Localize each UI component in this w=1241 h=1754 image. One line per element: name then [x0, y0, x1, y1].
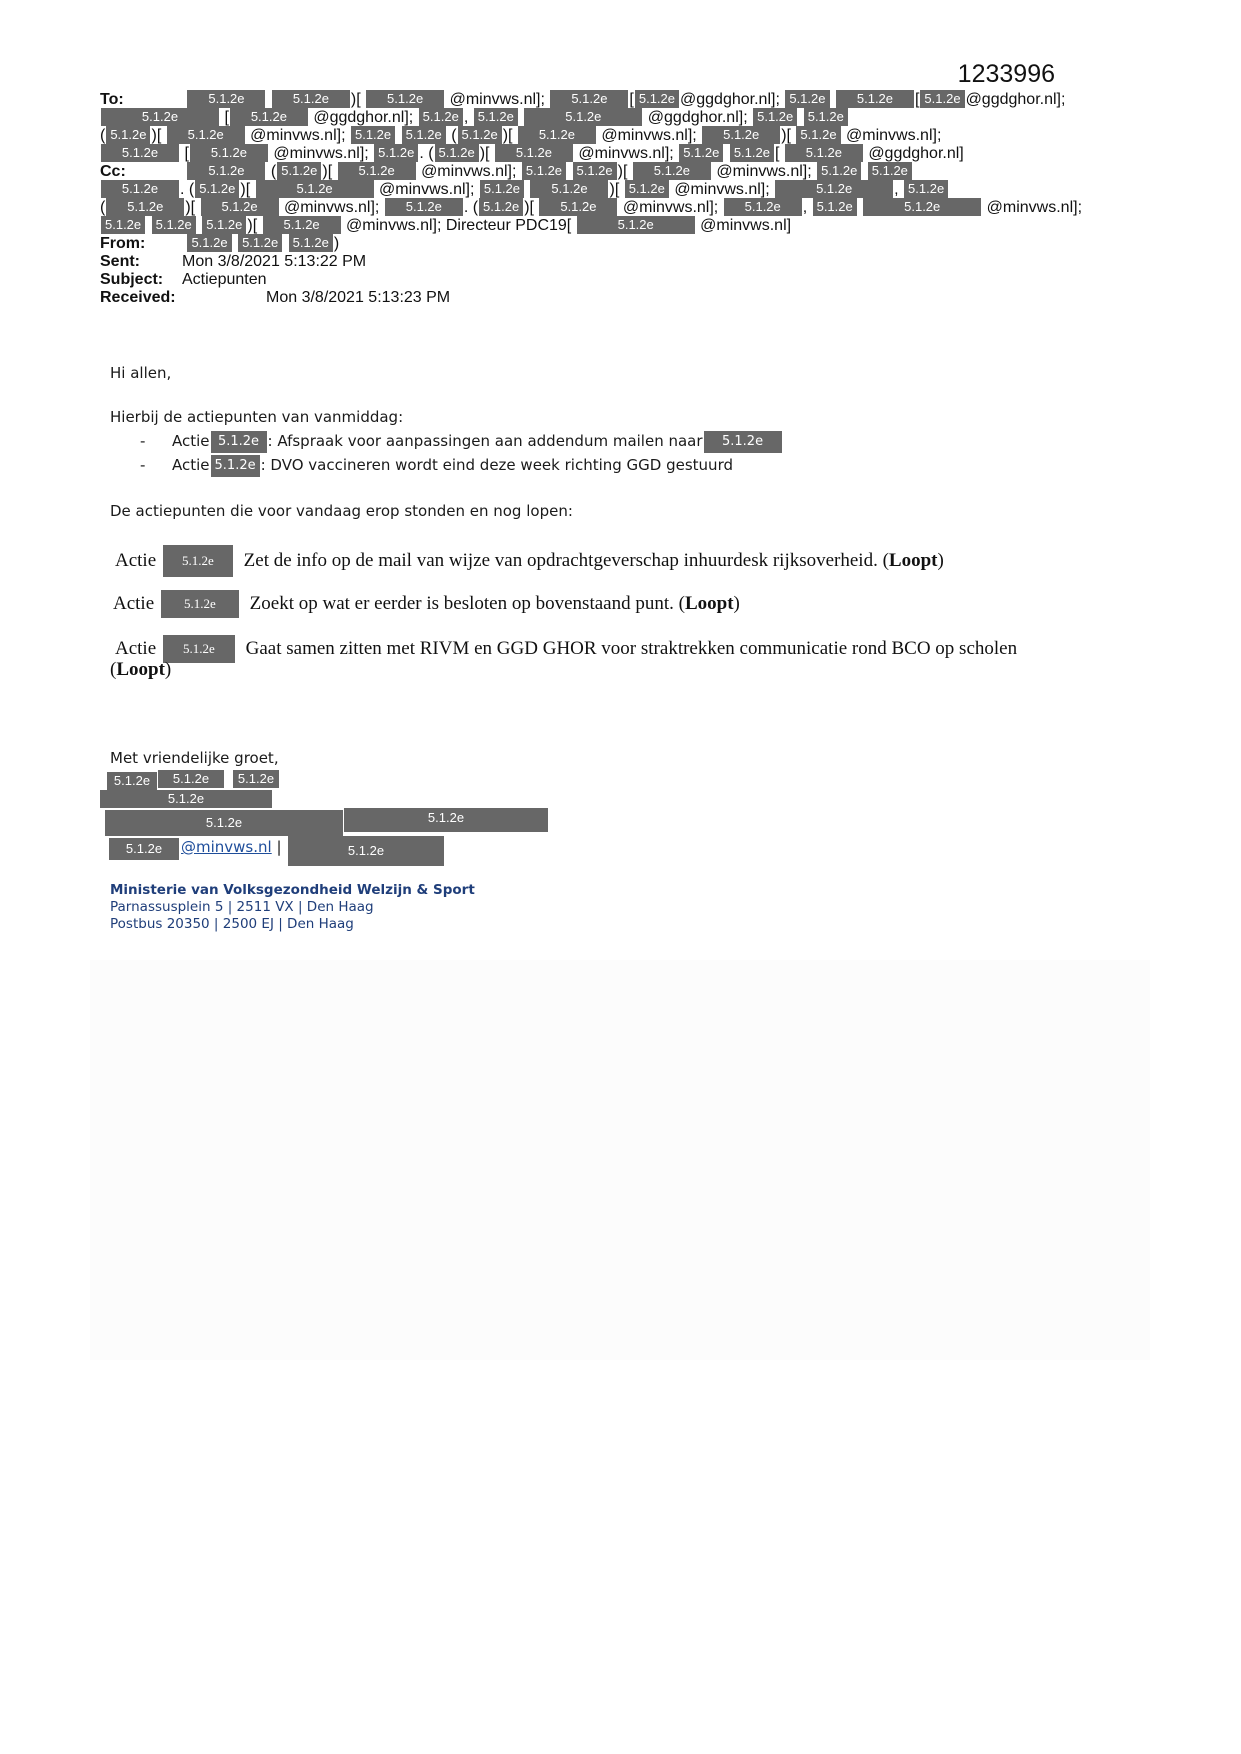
redaction: 5.1.2e — [366, 90, 444, 108]
redaction: 5.1.2e — [402, 126, 446, 144]
redaction: 5.1.2e — [211, 455, 260, 477]
redaction: 5.1.2e — [419, 108, 463, 126]
to-line-2: 5.1.2e [ 5.1.2e @ggdghor.nl]; 5.1.2e , 5.1.2e 5.1.2e @ggdghor.nl]; 5.1.2e 5.1.2e — [100, 108, 849, 128]
redaction: 5.1.2e — [518, 126, 596, 144]
greeting: Hi allen, — [110, 364, 172, 382]
redaction: 5.1.2e — [785, 144, 863, 162]
email-domain: @minvws.nl]; — [449, 91, 545, 108]
redaction: 5.1.2e — [817, 162, 861, 180]
paren: ) — [733, 593, 740, 614]
open-item-text: Gaat samen zitten met RIVM en GGD GHOR voor straktrekken communicatie rond BCO op scholen — [245, 638, 1018, 659]
received-value: Mon 3/8/2021 5:13:23 PM — [266, 289, 451, 306]
intro: Hierbij de actiepunten van vanmiddag: — [110, 408, 404, 426]
email-domain: @ggdghor.nl]; — [647, 109, 748, 126]
redaction: 5.1.2e — [187, 90, 265, 108]
email-link[interactable]: @minvws.nl — [181, 838, 272, 856]
redaction: 5.1.2e — [474, 108, 518, 126]
from-line: From: 5.1.2e 5.1.2e 5.1.2e ) — [100, 235, 340, 252]
redaction: 5.1.2e — [550, 90, 628, 108]
subject-label: Subject: — [100, 271, 164, 288]
from-label: From: — [100, 235, 146, 252]
redaction: 5.1.2e — [730, 144, 774, 162]
address-line: Parnassusplein 5 | 2511 VX | Den Haag — [110, 899, 374, 915]
redaction: 5.1.2e — [106, 126, 150, 144]
page-scan-shade — [90, 960, 1150, 1360]
bullet: - — [140, 456, 146, 474]
redaction: 5.1.2e — [233, 770, 279, 788]
redaction: 5.1.2e — [495, 144, 573, 162]
redaction: 5.1.2e — [161, 590, 239, 618]
redaction: 5.1.2e — [524, 108, 642, 126]
redaction: 5.1.2e — [101, 180, 179, 198]
redaction: 5.1.2e — [277, 162, 321, 180]
cc-label: Cc: — [100, 163, 126, 180]
email-domain: @minvws.nl]; — [421, 163, 517, 180]
received-label: Received: — [100, 289, 176, 306]
email-domain: @ggdghor.nl]; — [965, 91, 1066, 108]
redaction: 5.1.2e — [109, 838, 179, 860]
email-domain: @minvws.nl] — [700, 217, 792, 234]
redaction: 5.1.2e — [458, 126, 502, 144]
open-item-status — [110, 659, 171, 681]
bullet: - — [140, 432, 146, 450]
redaction: 5.1.2e — [163, 635, 235, 663]
cc-line-1: Cc: 5.1.2e ( 5.1.2e )[ 5.1.2e @minvws.nl]; 5.1.2e 5.1.2e )[ 5.1.2e @minvws.nl]; 5.1.2e 5.1.2e — [100, 162, 913, 182]
redaction: 5.1.2e — [190, 144, 268, 162]
redaction: 5.1.2e — [635, 90, 679, 108]
actie-word: Actie — [115, 638, 157, 659]
redaction: 5.1.2e — [289, 234, 333, 252]
status-loopt: Loopt — [116, 659, 165, 680]
to-label: To: — [100, 91, 124, 108]
redaction: 5.1.2e — [163, 545, 233, 577]
redaction: 5.1.2e — [101, 144, 179, 162]
redaction: 5.1.2e — [351, 126, 395, 144]
item-text: : Afspraak voor aanpassingen aan addendum mailen naar — [267, 432, 703, 450]
email-domain: @ggdghor.nl] — [868, 145, 964, 162]
list-item — [140, 431, 783, 453]
open-item-text: Zoekt op wat er eerder is besloten op bovenstaand punt. ( — [249, 593, 685, 614]
separator: | — [276, 838, 282, 856]
redaction: 5.1.2e — [105, 810, 343, 836]
redaction: 5.1.2e — [211, 431, 267, 453]
redaction: 5.1.2e — [195, 180, 239, 198]
received-line — [100, 288, 450, 308]
actie-word: Actie — [172, 432, 210, 450]
subject-value: Actiepunten — [182, 271, 267, 288]
email-domain: @minvws.nl]; — [284, 199, 380, 216]
status-loopt: Loopt — [684, 593, 734, 614]
redaction: 5.1.2e — [201, 198, 279, 216]
redaction: 5.1.2e — [920, 90, 964, 108]
redaction: 5.1.2e — [230, 108, 308, 126]
open-intro: De actiepunten die voor vandaag erop stonden en nog lopen: — [110, 502, 573, 520]
redaction: 5.1.2e — [813, 198, 857, 216]
redaction: 5.1.2e — [775, 180, 893, 198]
redaction: 5.1.2e — [263, 216, 341, 234]
redaction: 5.1.2e — [480, 180, 524, 198]
to-line-4: 5.1.2e [ 5.1.2e @minvws.nl]; 5.1.2e . ( 5.1.2e )[ 5.1.2e @minvws.nl]; 5.1.2e 5.1.2e [ 5.1.2e @ggdghor.nl] — [100, 144, 964, 164]
redaction: 5.1.2e — [106, 198, 184, 216]
redaction: 5.1.2e — [238, 234, 282, 252]
actie-word: Actie — [115, 550, 157, 571]
redaction: 5.1.2e — [836, 90, 914, 108]
redaction: 5.1.2e — [753, 108, 797, 126]
directeur-text: @minvws.nl]; Directeur PDC19[ — [346, 217, 572, 234]
redaction: 5.1.2e — [573, 162, 617, 180]
open-item — [115, 545, 944, 577]
email-domain: @minvws.nl]; — [716, 163, 812, 180]
redaction: 5.1.2e — [107, 772, 157, 790]
redaction: 5.1.2e — [625, 180, 669, 198]
redaction: 5.1.2e — [724, 198, 802, 216]
redaction: 5.1.2e — [338, 162, 416, 180]
redaction: 5.1.2e — [539, 198, 617, 216]
redaction: 5.1.2e — [101, 108, 219, 126]
to-line-3: ( 5.1.2e )[ 5.1.2e @minvws.nl]; 5.1.2e 5.1.2e ( 5.1.2e )[ 5.1.2e @minvws.nl]; 5.1.2e )[ 5.1.2e @minvws.nl]; — [100, 127, 942, 144]
redaction: 5.1.2e — [479, 198, 523, 216]
email-domain: @minvws.nl]; — [622, 199, 719, 216]
item-text: : DVO vaccineren wordt eind deze week richting GGD gestuurd — [260, 456, 733, 474]
redaction: 5.1.2e — [796, 126, 840, 144]
redaction: 5.1.2e — [385, 198, 463, 216]
status-loopt: Loopt — [888, 550, 938, 571]
redaction: 5.1.2e — [704, 431, 782, 453]
email-domain: @minvws.nl]; — [846, 127, 942, 144]
to-line-1: To: 5.1.2e 5.1.2e )[ 5.1.2e @minvws.nl]; 5.1.2e [ 5.1.2e @ggdghor.nl]; 5.1.2e 5.1.2e [ 5.1.2e @ggdghor.nl]; — [100, 91, 1066, 108]
actie-word: Actie — [113, 593, 155, 614]
redaction: 5.1.2e — [288, 836, 444, 866]
redaction: 5.1.2e — [904, 180, 948, 198]
email-domain: @minvws.nl]; — [250, 127, 346, 144]
email-domain: @minvws.nl]; — [674, 181, 770, 198]
redaction: 5.1.2e — [785, 90, 829, 108]
redaction: 5.1.2e — [435, 144, 479, 162]
open-item — [113, 590, 740, 618]
redaction: 5.1.2e — [374, 144, 418, 162]
list-item — [140, 455, 733, 477]
footer — [110, 882, 475, 933]
email-domain: @minvws.nl]; — [578, 145, 674, 162]
email-domain: @minvws.nl]; — [601, 127, 697, 144]
email-domain: @minvws.nl]; — [986, 199, 1083, 216]
email-domain: @ggdghor.nl]; — [313, 109, 414, 126]
email-domain: @ggdghor.nl]; — [680, 91, 780, 108]
redaction: 5.1.2e — [101, 216, 145, 234]
paren: ( — [110, 659, 117, 680]
redaction: 5.1.2e — [344, 808, 548, 832]
actie-word: Actie — [172, 456, 210, 474]
redaction: 5.1.2e — [522, 162, 566, 180]
sent-label: Sent: — [100, 253, 140, 270]
redaction: 5.1.2e — [804, 108, 848, 126]
open-item — [115, 635, 1017, 663]
cc-line-4: 5.1.2e 5.1.2e 5.1.2e )[ 5.1.2e @minvws.nl]; Directeur PDC19[ 5.1.2e @minvws.nl] — [100, 216, 791, 236]
redaction: 5.1.2e — [158, 770, 224, 788]
redaction: 5.1.2e — [256, 180, 374, 198]
email-domain: @minvws.nl]; — [273, 145, 369, 162]
redaction: 5.1.2e — [868, 162, 912, 180]
redaction: 5.1.2e — [202, 216, 246, 234]
redaction: 5.1.2e — [272, 90, 350, 108]
address-line: Postbus 20350 | 2500 EJ | Den Haag — [110, 916, 354, 932]
document-id: 1233996 — [957, 60, 1055, 88]
redaction: 5.1.2e — [167, 126, 245, 144]
redaction: 5.1.2e — [863, 198, 981, 216]
redaction: 5.1.2e — [187, 234, 231, 252]
email-domain: @minvws.nl]; — [379, 181, 475, 198]
redaction: 5.1.2e — [679, 144, 723, 162]
redaction: 5.1.2e — [100, 790, 272, 808]
redaction: 5.1.2e — [187, 162, 265, 180]
cc-line-3: ( 5.1.2e )[ 5.1.2e @minvws.nl]; 5.1.2e . ( 5.1.2e )[ 5.1.2e @minvws.nl]; 5.1.2e , 5.1.2e 5.1.2e @minvws.nl]; — [100, 199, 1083, 216]
sent-line — [100, 252, 366, 272]
subject-line — [100, 270, 267, 290]
redaction: 5.1.2e — [577, 216, 695, 234]
open-item-text: Zet de info op de mail van wijze van opdrachtgeverschap inhuurdesk rijksoverheid. ( — [243, 550, 889, 571]
redaction: 5.1.2e — [530, 180, 608, 198]
paren: ) — [164, 659, 172, 680]
organisation-name: Ministerie van Volksgezondheid Welzijn & Sport — [110, 882, 475, 898]
closing: Met vriendelijke groet, — [110, 749, 279, 767]
cc-line-2: 5.1.2e . ( 5.1.2e )[ 5.1.2e @minvws.nl]; 5.1.2e 5.1.2e )[ 5.1.2e @minvws.nl]; 5.1.2e , 5.1.2e — [100, 180, 949, 200]
signature-email — [181, 838, 282, 856]
redaction: 5.1.2e — [702, 126, 780, 144]
sent-value: Mon 3/8/2021 5:13:22 PM — [182, 253, 367, 270]
redaction: 5.1.2e — [152, 216, 196, 234]
redaction: 5.1.2e — [633, 162, 711, 180]
paren: ) — [937, 550, 944, 571]
